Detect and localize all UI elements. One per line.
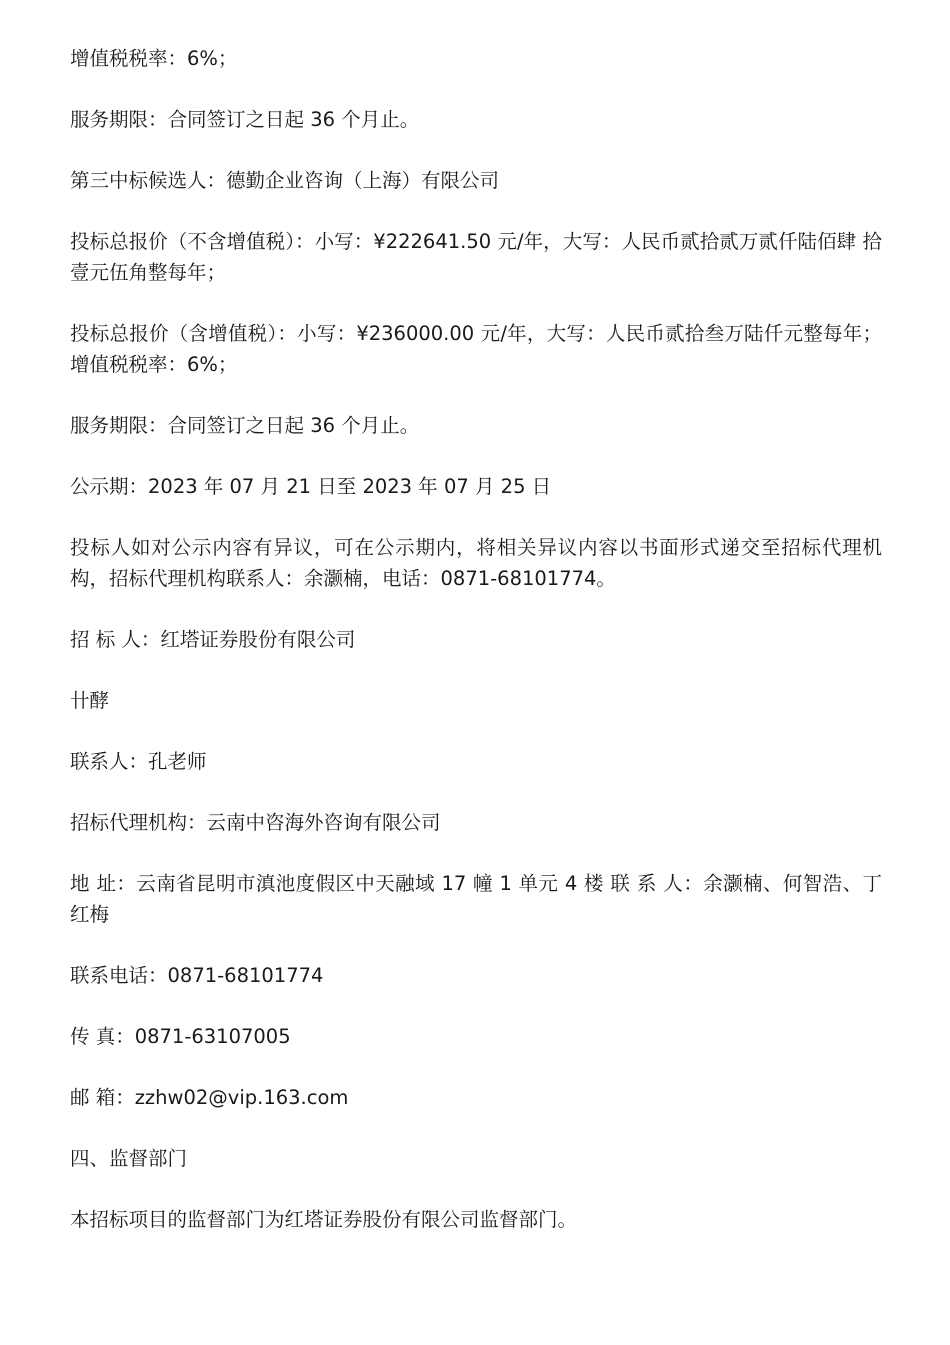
vat-rate-line: 增值税税率：6%； bbox=[70, 47, 238, 70]
fax-line: 传 真：0871-63107005 bbox=[70, 1025, 291, 1048]
third-candidate-line: 第三中标候选人：德勤企业咨询（上海）有限公司 bbox=[70, 169, 500, 192]
address-line: 地 址：云南省昆明市滇池度假区中天融域 17 幢 1 单元 4 楼 联 系 人：余灏楠、何智浩、丁红梅 bbox=[70, 872, 882, 926]
service-period-line-2: 服务期限：合同签订之日起 36 个月止。 bbox=[70, 414, 420, 437]
objection-notice-paragraph: 投标人如对公示内容有异议，可在公示期内，将相关异议内容以书面形式递交至招标代理机 构，招标代理机构联系人：余灏楠，电话：0871-68101774。 bbox=[70, 536, 882, 590]
bid-price-incl-vat-line: 投标总报价（含增值税）：小写：¥236000.00 元/年，大写：人民币贰拾叁万陆仟元整每年；增值税税率：6%； bbox=[70, 322, 882, 376]
agency-line: 招标代理机构：云南中咨海外咨询有限公司 bbox=[70, 811, 441, 834]
document-body bbox=[70, 43, 882, 1265]
contact-person-line: 联系人：孔老师 bbox=[70, 750, 207, 773]
bid-price-excl-vat-line: 投标总报价（不含增值税）：小写：¥222641.50 元/年，大写：人民币贰拾贰万贰仟陆佰肆 拾壹元伍角整每年； bbox=[70, 230, 882, 284]
phone-line: 联系电话：0871-68101774 bbox=[70, 964, 324, 987]
supervision-statement: 本招标项目的监督部门为红塔证券股份有限公司监督部门。 bbox=[70, 1208, 578, 1231]
publicity-period-line: 公示期：2023 年 07 月 21 日至 2023 年 07 月 25 日 bbox=[70, 475, 552, 498]
tenderer-line: 招 标 人：红塔证券股份有限公司 bbox=[70, 628, 356, 651]
service-period-line: 服务期限：合同签订之日起 36 个月止。 bbox=[70, 108, 420, 131]
section-heading-supervision: 四、监督部门 bbox=[70, 1147, 188, 1170]
email-line: 邮 箱：zzhw02@vip.163.com bbox=[70, 1086, 349, 1109]
garbled-text-line: 卄酵 bbox=[70, 689, 110, 712]
